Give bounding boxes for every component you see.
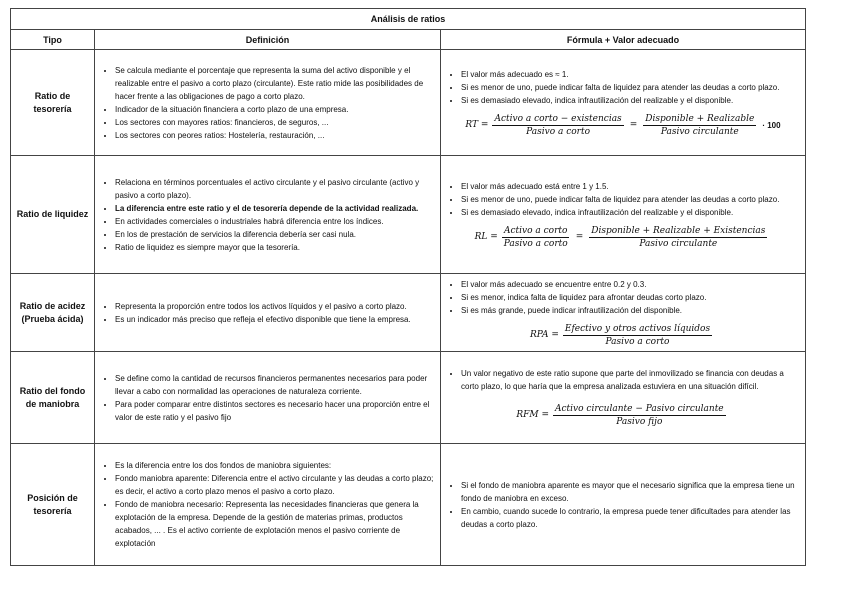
header-tipo: Tipo (11, 30, 95, 50)
formula-rt (441, 113, 805, 138)
multiplier: · 100 (762, 120, 781, 130)
numerator: Efectivo y otros activos líquidos (564, 323, 711, 334)
list-item: • En los de prestación de servicios la diferencia debería ser casi nula. (115, 228, 436, 241)
row-formula-cell (441, 50, 806, 156)
row-definition (95, 156, 441, 274)
formula-lhs: RT = (465, 119, 489, 130)
table-row-posicion-tesoreria (11, 444, 806, 566)
fraction (563, 323, 712, 348)
list-item: • Se define como la cantidad de recursos financieros permanentes necesarios para poder llevar a cabo con normalidad las operaciones de naturaleza corriente. (115, 372, 436, 398)
list-item: • Fondo de maniobra necesario: Representa las necesidades financieras que genera la explotación de la empresa. Depende de la gestión de materias primas, productos acabados, ... . Es el activo corriente de explotación menos el pasivo corriente de explotación (115, 498, 436, 550)
formula-lhs: RFM = (516, 410, 550, 420)
list-item: • Ratio de liquidez es siempre mayor que la tesorería. (115, 241, 436, 254)
denominator: Pasivo a corto (605, 336, 670, 347)
list-item: • El valor más adecuado es ≈ 1. (461, 68, 801, 81)
fraction (492, 113, 623, 138)
list-item: • Fondo maniobra aparente: Diferencia entre el activo circulante y las deudas a corto plazo; es decir, el activo a corto plazo menos el pasivo a corto plazo. (115, 472, 436, 498)
list-item: • Indicador de la situación financiera a corto plazo de una empresa. (115, 103, 436, 116)
formula-rpa (441, 323, 805, 348)
row-definition (95, 274, 441, 352)
ratios-table (10, 8, 806, 566)
denominator: Pasivo a corto (526, 126, 591, 137)
list-item: • Los sectores con peores ratios: Hostelería, restauración, ... (115, 129, 436, 142)
list-item: • Es un indicador más preciso que refleja el efectivo disponible que tiene la empresa. (115, 313, 436, 326)
table-row-acidez (11, 274, 806, 352)
list-item: • El valor más adecuado está entre 1 y 1.5. (461, 180, 801, 193)
formula-rfm (441, 403, 805, 428)
row-type: Ratio de liquidez (11, 156, 95, 274)
table-row-fondo-maniobra (11, 352, 806, 444)
numerator: Activo circulante − Pasivo circulante (555, 404, 724, 414)
row-type: Ratio de tesorería (11, 50, 95, 156)
numerator: Disponible + Realizable + Existencias (591, 225, 766, 236)
row-definition (95, 444, 441, 566)
row-formula-cell (441, 352, 806, 444)
list-item: • Si es menor, indica falta de liquidez para afrontar deudas corto plazo. (461, 291, 801, 304)
list-item: • Si el fondo de maniobra aparente es mayor que el necesario significa que la empresa tiene un fondo de maniobra en exceso. (461, 479, 801, 505)
row-definition (95, 352, 441, 444)
list-item: • Si es menor de uno, puede indicar falta de liquidez para atender las deudas a corto plazo. (461, 81, 801, 94)
denominator: Pasivo circulante (660, 126, 739, 137)
row-definition (95, 50, 441, 156)
table-row-tesoreria (11, 50, 806, 156)
list-item: • Se calcula mediante el porcentaje que representa la suma del activo disponible y el realizable entre el pasivo a corto plazo (circulante). Este ratio mide las posibilidades de hacer frente a las obligaciones de pago a corto plazo. (115, 64, 436, 103)
list-item: • Un valor negativo de este ratio supone que parte del inmovilizado se financia con deudas a corto plazo, lo que haría que la empresa analizada estuviera en una situación difícil. (461, 367, 801, 393)
denominator: Pasivo fijo (616, 417, 663, 427)
denominator: Pasivo circulante (639, 238, 718, 249)
row-formula-cell (441, 156, 806, 274)
header-formula: Fórmula + Valor adecuado (441, 30, 806, 50)
list-item: • Si es menor de uno, puede indicar falta de liquidez para atender las deudas a corto plazo. (461, 193, 801, 206)
list-item: • La diferencia entre este ratio y el de tesorería depende de la actividad realizada. (115, 202, 436, 215)
table-row-liquidez (11, 156, 806, 274)
fraction (589, 225, 767, 250)
fraction (502, 225, 570, 250)
numerator: Activo a corto (504, 225, 568, 236)
list-item: • Si es más grande, puede indicar infrautilización del disponible. (461, 304, 801, 317)
list-item: • Los sectores con mayores ratios: financieros, de seguros, ... (115, 116, 436, 129)
list-item: • El valor más adecuado se encuentre entre 0.2 y 0.3. (461, 278, 801, 291)
numerator: Disponible + Realizable (645, 113, 755, 124)
formula-lhs: RPA = (529, 329, 559, 340)
list-item: • Relaciona en términos porcentuales el activo circulante y el pasivo circulante (activo y pasivo a corto plazo). (115, 176, 436, 202)
equals-sign: = (629, 119, 638, 130)
row-formula-cell (441, 274, 806, 352)
list-item: • Es la diferencia entre los dos fondos de maniobra siguientes: (115, 459, 436, 472)
row-type: Ratio del fondo de maniobra (11, 352, 95, 444)
fraction (553, 403, 726, 428)
list-item: • En cambio, cuando sucede lo contrario, la empresa puede tener dificultades para atender las deudas a corto plazo. (461, 505, 801, 531)
denominator: Pasivo a corto (503, 238, 568, 249)
list-item: • Si es demasiado elevado, indica infrautilización del realizable y el disponible. (461, 94, 801, 107)
list-item: • Representa la proporción entre todos los activos líquidos y el pasivo a corto plazo. (115, 300, 436, 313)
list-item: • Si es demasiado elevado, indica infrautilización del realizable y el disponible. (461, 206, 801, 219)
formula-lhs: RL = (474, 231, 498, 242)
row-type: Posición de tesorería (11, 444, 95, 566)
numerator: Activo a corto − existencias (494, 113, 622, 124)
list-item: • Para poder comparar entre distintos sectores es necesario hacer una proporción entre el valor de este ratio y el pasivo fijo (115, 398, 436, 424)
equals-sign: = (575, 231, 584, 242)
row-formula-cell (441, 444, 806, 566)
formula-rl (441, 225, 805, 250)
row-type: Ratio de acidez (Prueba ácida) (11, 274, 95, 352)
header-definicion: Definición (95, 30, 441, 50)
table-title: Análisis de ratios (11, 9, 806, 30)
list-item: • En actividades comerciales o industriales habrá diferencia entre los índices. (115, 215, 436, 228)
fraction (643, 113, 756, 138)
